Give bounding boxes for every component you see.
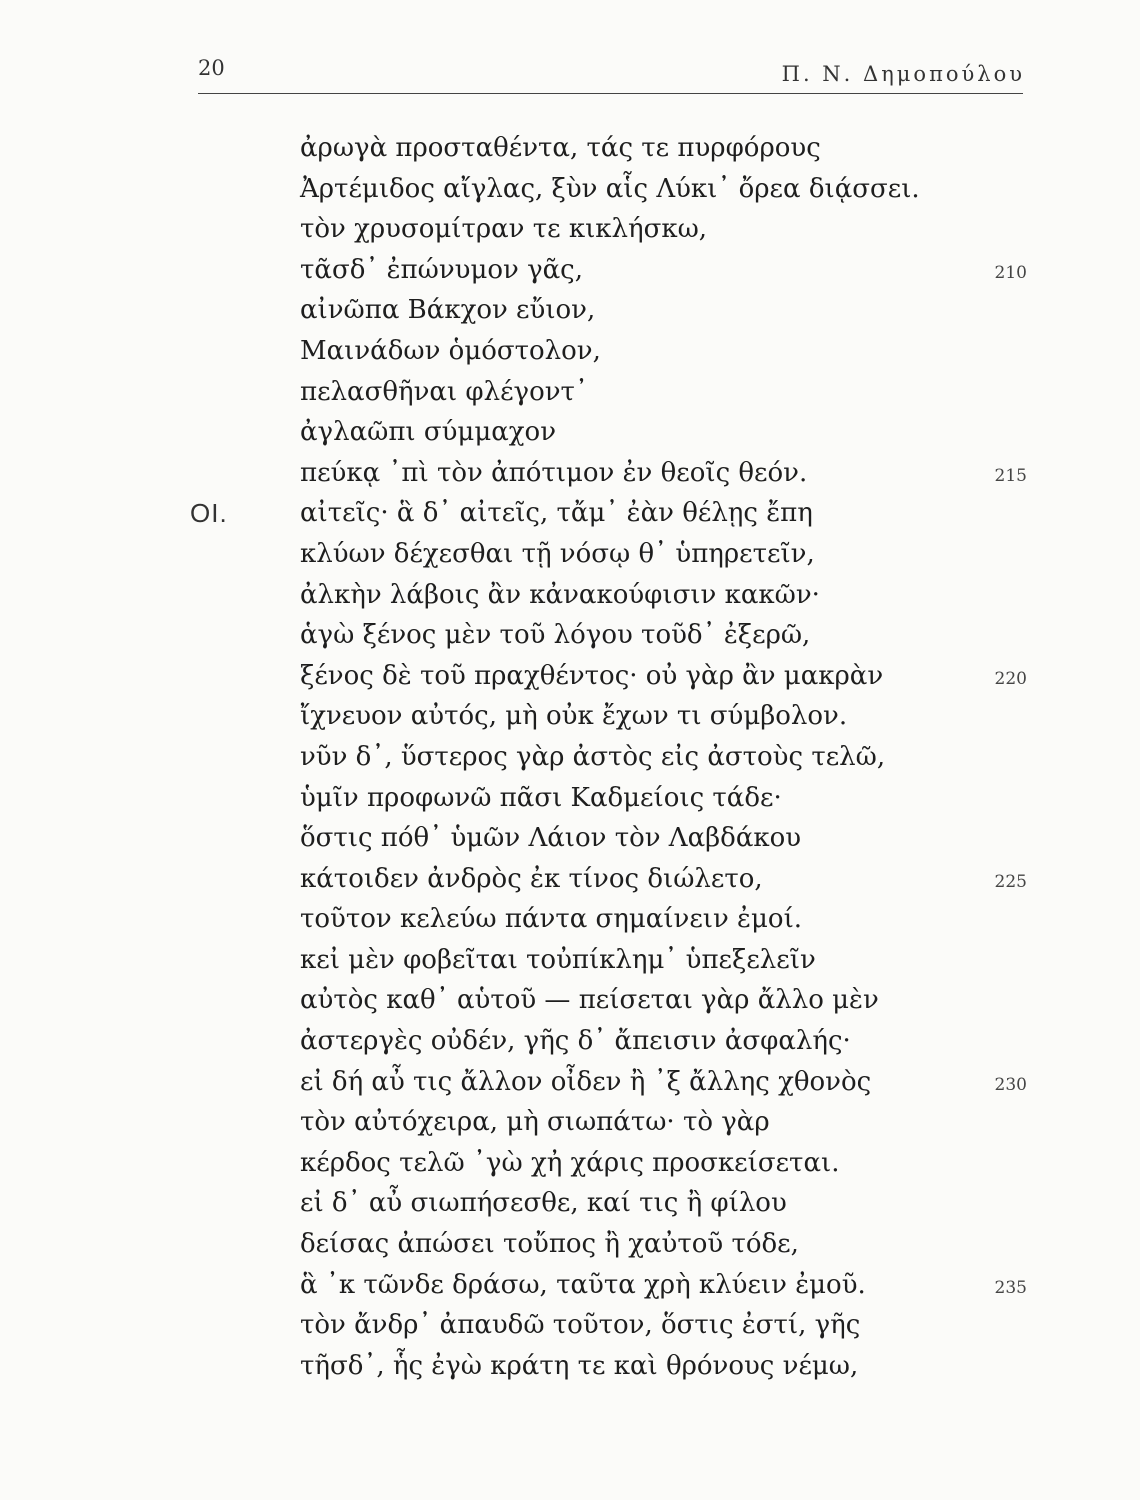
verse-line	[0, 737, 1140, 778]
verse-line	[0, 1021, 1140, 1062]
line-number: 220	[994, 668, 1027, 689]
verse-text: κεἰ μὲν φοβεῖται τοὐπίκλημ᾽ ὑπεξελεῖν	[300, 944, 816, 975]
verse-line	[0, 1224, 1140, 1265]
header-rule	[198, 93, 1023, 94]
verse-text: εἰ δή αὖ τις ἄλλον οἶδεν ἢ ᾽ξ ἄλλης χθονὸς	[300, 1066, 872, 1097]
verse-text: Ἀρτέμιδος αἴγλας, ξὺν αἷς Λύκι᾽ ὄρεα διᾴσσει.	[300, 173, 920, 204]
verse-line	[0, 1183, 1140, 1224]
verse-text: αἰτεῖς· ἃ δ᾽ αἰτεῖς, τἄμ᾽ ἐὰν θέλῃς ἔπη	[300, 498, 813, 529]
verse-line	[0, 453, 1140, 494]
verse-line	[0, 1062, 1140, 1103]
verse-text: ἴχνευον αὐτός, μὴ οὐκ ἔχων τι σύμβολον.	[300, 701, 848, 732]
verse-text: ἃ ᾽κ τῶνδε δράσω, ταῦτα χρὴ κλύειν ἐμοῦ.	[300, 1269, 866, 1300]
verse-line	[0, 169, 1140, 210]
verse-text: κάτοιδεν ἀνδρὸς ἐκ τίνος διώλετο,	[300, 863, 763, 894]
verse-line	[0, 859, 1140, 900]
verse-text: αὐτὸς καθ᾽ αὑτοῦ — πείσεται γὰρ ἄλλο μὲν	[300, 985, 879, 1016]
verse-text: ἀλκὴν λάβοις ἂν κἀνακούφισιν κακῶν·	[300, 579, 820, 610]
verse-line	[0, 818, 1140, 859]
verse-text: ἁγὼ ξένος μὲν τοῦ λόγου τοῦδ᾽ ἐξερῶ,	[300, 620, 811, 651]
verse-line	[0, 940, 1140, 981]
line-number: 215	[994, 465, 1027, 486]
verse-text: τὸν ἄνδρ᾽ ἀπαυδῶ τοῦτον, ὅστις ἐστί, γῆς	[300, 1310, 861, 1341]
verse-line	[0, 575, 1140, 616]
verse-line	[0, 372, 1140, 413]
verse-line	[0, 534, 1140, 575]
line-number: 225	[994, 871, 1027, 892]
verse-text: ξένος δὲ τοῦ πραχθέντος· οὐ γὰρ ἂν μακρὰν	[300, 660, 884, 691]
verse-text: αἰνῶπα Βάκχον εὔιον,	[300, 295, 596, 326]
verse-line	[0, 615, 1140, 656]
verse-line	[0, 1143, 1140, 1184]
verse-text: Μαινάδων ὁμόστολον,	[300, 335, 601, 366]
verse-line	[0, 331, 1140, 372]
verse-text: τῆσδ᾽, ἧς ἐγὼ κράτη τε καὶ θρόνους νέμω,	[300, 1350, 859, 1381]
verse-text: ἀρωγὰ προσταθέντα, τάς τε πυρφόρους	[300, 133, 821, 163]
verse-line	[0, 1346, 1140, 1387]
verse-line	[0, 493, 1140, 534]
verse-line	[0, 1305, 1140, 1346]
line-number: 235	[994, 1277, 1027, 1298]
speaker-label: ΟΙ.	[190, 498, 228, 529]
verse-line	[0, 899, 1140, 940]
running-head: Π. Ν. Δημοπούλου	[781, 62, 1025, 86]
verse-line	[0, 250, 1140, 291]
verse-line	[0, 980, 1140, 1021]
verse-text: ὅστις πόθ᾽ ὑμῶν Λάιον τὸν Λαβδάκου	[300, 823, 802, 854]
verse-text: τὸν αὐτόχειρα, μὴ σιωπάτω· τὸ γὰρ	[300, 1107, 770, 1138]
verse-line	[0, 290, 1140, 331]
verse-text: ἀστεργὲς οὐδέν, γῆς δ᾽ ἄπεισιν ἀσφαλής·	[300, 1026, 851, 1057]
line-number: 230	[994, 1074, 1027, 1095]
line-number: 210	[994, 262, 1027, 283]
verse-text: τοῦτον κελεύω πάντα σημαίνειν ἐμοί.	[300, 904, 803, 935]
verse-line	[0, 656, 1140, 697]
verse-text: ἀγλαῶπι σύμμαχον	[300, 417, 557, 448]
verse-text-block	[0, 128, 1140, 1386]
verse-line	[0, 1102, 1140, 1143]
verse-text: κλύων δέχεσθαι τῇ νόσῳ θ᾽ ὑπηρετεῖν,	[300, 538, 815, 569]
verse-line	[0, 209, 1140, 250]
verse-line	[0, 778, 1140, 819]
page-number: 20	[198, 56, 225, 80]
verse-text: τὸν χρυσομίτραν τε κικλήσκω,	[300, 214, 708, 245]
verse-text: κέρδος τελῶ ᾽γὼ χἠ χάρις προσκείσεται.	[300, 1147, 840, 1178]
verse-line	[0, 412, 1140, 453]
verse-text: τᾶσδ᾽ ἐπώνυμον γᾶς,	[300, 254, 584, 285]
verse-text: πεύκᾳ ᾽πὶ τὸν ἀπότιμον ἐν θεοῖς θεόν.	[300, 457, 808, 488]
verse-text: πελασθῆναι φλέγοντ᾽	[300, 376, 588, 407]
verse-line	[0, 696, 1140, 737]
verse-text: νῦν δ᾽, ὕστερος γὰρ ἀστὸς εἰς ἀστοὺς τελῶ,	[300, 741, 886, 772]
verse-text: ὑμῖν προφωνῶ πᾶσι Καδμείοις τάδε·	[300, 782, 782, 813]
verse-line	[0, 128, 1140, 169]
verse-text: εἰ δ᾽ αὖ σιωπήσεσθε, καί τις ἢ φίλου	[300, 1188, 787, 1219]
verse-text: δείσας ἀπώσει τοὔπος ἢ χαὐτοῦ τόδε,	[300, 1229, 799, 1260]
verse-line	[0, 1265, 1140, 1306]
